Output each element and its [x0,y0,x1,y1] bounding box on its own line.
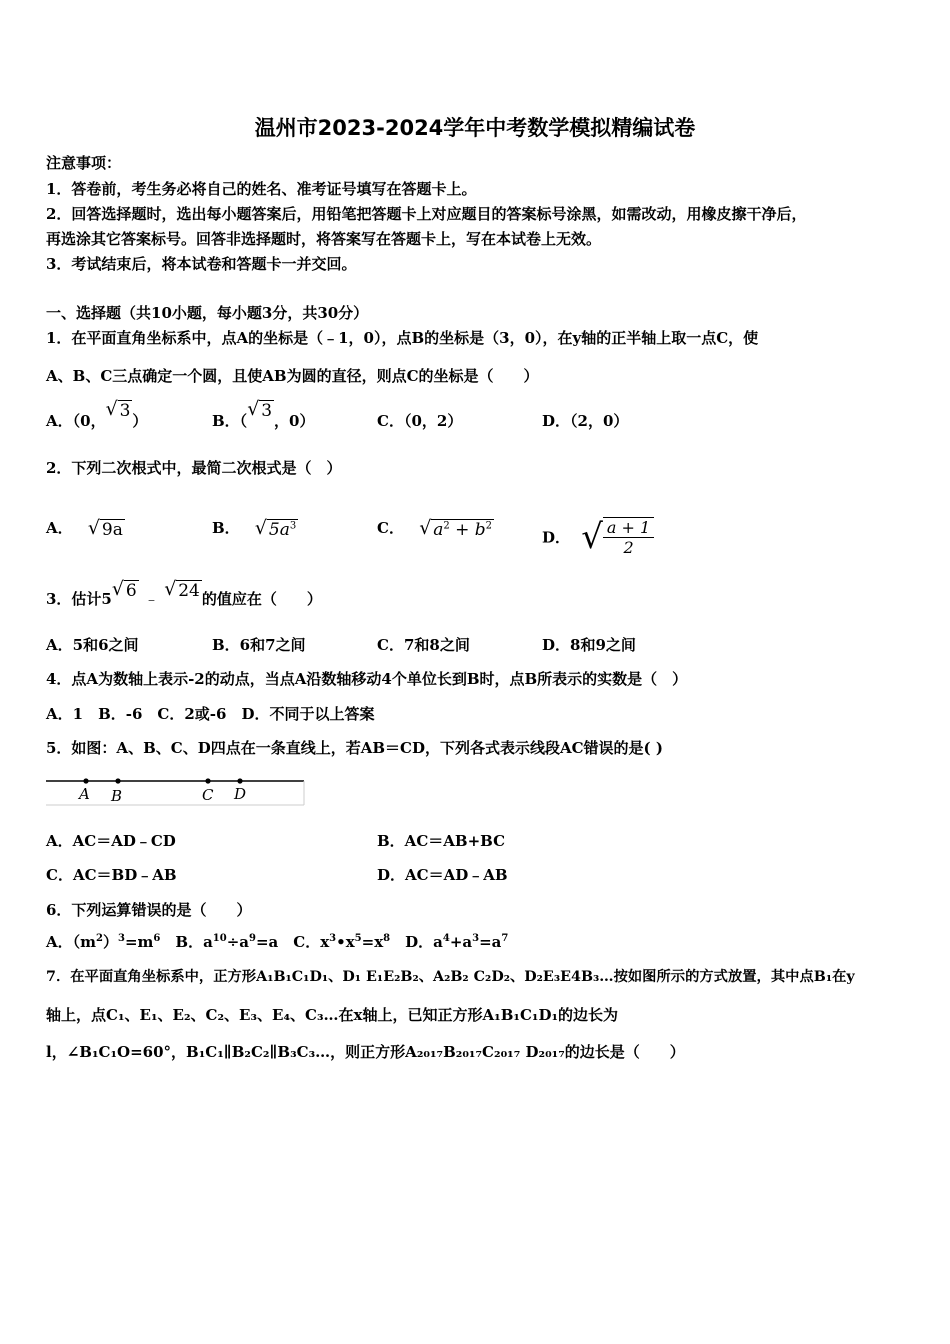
q4-options: A．1 B．-6 C．2或-6 D．不同于以上答案 [46,705,375,723]
q6-stem: 6．下列运算错误的是（ ） [46,901,252,919]
q2-stem: 2．下列二次根式中，最简二次根式是（ ） [46,459,342,477]
label-d: D [234,785,247,803]
q1-option-a: A．（0， √ 3 ） [46,398,148,430]
q3-option-a: A．5和6之间 [46,636,139,654]
q1-stem: 1．在平面直角坐标系中，点A的坐标是（﹣1，0），点B的坐标是（3，0），在y轴的正半轴上取一点C，使 [46,329,759,347]
label-c: C [202,786,214,804]
notice-item: 2．回答选择题时，选出每小题答案后，用铅笔把答题卡上对应题目的答案标号涂黑，如需改动，用橡皮擦干净后， [46,205,807,223]
q2-option-b: B． √ $5a^3$ [212,517,297,540]
q2-option-a: A． √ 9a [46,517,123,540]
q1-stem: A、B、C三点确定一个圆，且使AB为圆的直径，则点C的坐标是（ ） [46,367,539,385]
q2-option-c: C． √ $a^2 + b^2$ [377,517,493,540]
q5-stem: 5．如图：A、B、C、D四点在一条直线上，若AB＝CD，下列各式表示线段AC错误的是( ) [46,739,663,757]
number-line-figure [46,774,306,808]
point-c [205,778,210,783]
label-a: A [79,785,90,803]
notice-item: 3．考试结束后，将本试卷和答题卡一并交回。 [46,255,357,273]
point-b [115,778,120,783]
q5-option-d: D．AC＝AD﹣AB [377,866,508,884]
q7-stem: 轴上，点C₁、E₁、E₂、C₂、E₃、E₄、C₃…在x轴上，已知正方形A₁B₁C₁D₁的边长为 [46,1006,619,1024]
q5-option-a: A．AC＝AD﹣CD [46,832,176,850]
q2-option-d: D． √ $\frac{a + 1}{2}$ [542,517,654,557]
q3-option-b: B．6和7之间 [212,636,306,654]
q4-stem: 4．点A为数轴上表示-2的动点，当点A沿数轴移动4个单位长到B时，点B所表示的实数是（ ） [46,670,688,688]
point-a [83,778,88,783]
q7-stem: l，∠B₁C₁O=60°，B₁C₁∥B₂C₂∥B₃C₃…，则正方形A₂₀₁₇B₂₀₁₇C₂₀₁₇ D₂₀₁₇的边长是（ ） [46,1043,685,1061]
page-title: 温州市2023-2024学年中考数学模拟精编试卷 [254,116,696,140]
q1-option-b: B．（ √ 3 ，0） [212,398,315,430]
q3-option-c: C．7和8之间 [377,636,470,654]
q5-option-c: C．AC＝BD﹣AB [46,866,177,884]
q5-option-b: B．AC＝AB+BC [377,832,506,850]
q7-stem: 7．在平面直角坐标系中，正方形A₁B₁C₁D₁、D₁ E₁E₂B₂、A₂B₂ C₂D₂、D₂E₃E4B₃…按如图所示的方式放置，其中点B₁在y [46,969,855,985]
q6-options: A．$(m^2)^3=m^6$ B．$a^{10}\div a^9=a$ C．$x^3•x^5=x^8$ D．$a^4+a^3=a^7$ [46,933,509,951]
notice-item: 1．答卷前，考生务必将自己的姓名、准考证号填写在答题卡上。 [46,180,477,198]
q1-option-d: D．（2，0） [542,412,629,430]
notice-heading: 注意事项： [46,154,122,172]
q1-option-c: C．（0，2） [377,412,463,430]
notice-item: 再选涂其它答案标号。回答非选择题时，将答案写在答题卡上，写在本试卷上无效。 [46,230,602,248]
section-heading: 一、选择题（共10小题，每小题3分，共30分） [46,304,369,322]
q3-option-d: D．8和9之间 [542,636,636,654]
q3-stem: 3．估计5 √ 6 ﹣ √ 24 的值应在（ ） [46,578,322,608]
label-b: B [111,787,123,805]
point-d [237,778,242,783]
